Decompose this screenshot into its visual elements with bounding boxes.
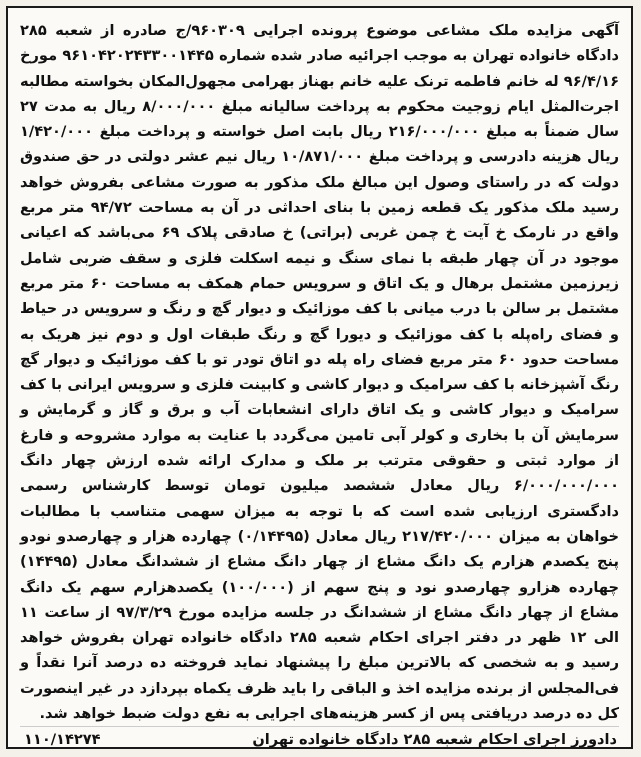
signature-line: دادورز اجرای احکام شعبه ۲۸۵ دادگاه خانواده تهران xyxy=(252,731,617,749)
notice-footer xyxy=(20,726,619,748)
reference-number: ۱۱۰/۱۴۲۷۴ xyxy=(24,731,101,749)
notice-body: آگهی مزایده ملک مشاعی موضوع پرونده اجرایی ۹۶۰۳۰۹/ج صادره از شعبه ۲۸۵ دادگاه خانواده تهران به موجب اجرائیه صادر شده شماره ۹۶۱۰۴۲۰۲۴۳۳۰۰۱۴۴۵ مورخ ۹۶/۴/۱۶ له خانم فاطمه ترنک علیه خانم بهناز بهرامی مجهول‌المکان بخواسته مطالبه اجرت‌المثل ایام زوجیت محکوم به پرداخت سالیانه مبلغ ۸/۰۰۰/۰۰۰ ریال به مدت ۲۷ سال ضمناً به مبلغ ۲۱۶/۰۰۰/۰۰۰ ریال بابت اصل خواسته و پرداخت مبلغ ۱/۴۲۰/۰۰۰ ریال هزینه دادرسی و پرداخت مبلغ ۱۰/۸۷۱/۰۰۰ ریال نیم عشر دولتی در حق صندوق دولت که در راستای وصول این مبالغ ملک مذکور به صورت مشاعی بفروش خواهد رسید ملک مذکور یک قطعه زمین با بنای احداثی در آن به مساحت ۹۴/۷۲ متر مربع واقع در نارمک خ آیت خ چمن غربی (براتی) خ صادقی پلاک ۶۹ می‌باشد که اعیانی موجود در آن چهار طبقه با نمای سنگ و نیمه اسکلت فلزی و سقف ضربی شامل زیرزمین مشتمل برهال و یک اتاق و سرویس حمام همکف به مساحت ۶۰ متر مربع مشتمل بر سالن با درب میانی با کف موزائیک و دیوار گچ و رنگ و سرویس در حیاط و فضای راه‌پله با کف موزائیک و دیورا گچ و رنگ طبقات اول و دوم نیز هریک به مساحت حدود ۶۰ متر مربع فضای راه پله دو اتاق تودر تو با کف موزائیک و دیوار گچ رنگ آشپزخانه با کف سرامیک و دیوار کاشی و کابینت فلزی و سرویس ایرانی با کف سرامیک و دیوار کاشی و یک اتاق دارای انشعابات آب و برق و گاز و گرمایش و سرمایش آن با بخاری و کولر آبی تامین می‌گردد با عنایت به موارد مشروحه و فارغ از موارد ثبتی و حقوقی مترتب بر ملک و مدارک ارائه شده ارزش چهار دانگ ۶/۰۰۰/۰۰۰/۰۰۰ ریال معادل ششصد میلیون تومان توسط کارشناس رسمی دادگستری ارزیابی شده است که با توجه به میزان سهمی متناسب با مطالبات خواهان به میزان ۲۱۷/۴۲۰/۰۰۰ ریال معادل (۰/۱۴۴۹۵) چهارده هزار و چهارصدو نودو پنج یکصدم هزارم یک دانگ مشاع از چهار دانگ مشاع از ششدانگ معادل (۱۴۴۹۵) چهارده هزارو چهارصدو نود و پنج سهم از (۱۰۰/۰۰۰) یکصدهزارم سهم یک دانگ مشاع از چهار دانگ مشاع از ششدانگ در جلسه مزایده مورخ ۹۷/۳/۲۹ از ساعت ۱۱ الی ۱۲ ظهر در دفتر اجرای احکام شعبه ۲۸۵ دادگاه خانواده تهران بفروش خواهد رسید و به شخصی که بالاترین مبلغ را پیشنهاد نماید فروخته ده درصد آنرا نقداً و فی‌المجلس از برنده مزایده اخذ و الباقی را باید ظرف یکماه بپردازد در غیر اینصورت کل ده درصد دریافتی پس از کسر هزینه‌های اجرایی به نفع دولت ضبط خواهد شد. xyxy=(20,22,620,723)
auction-notice xyxy=(6,6,633,749)
